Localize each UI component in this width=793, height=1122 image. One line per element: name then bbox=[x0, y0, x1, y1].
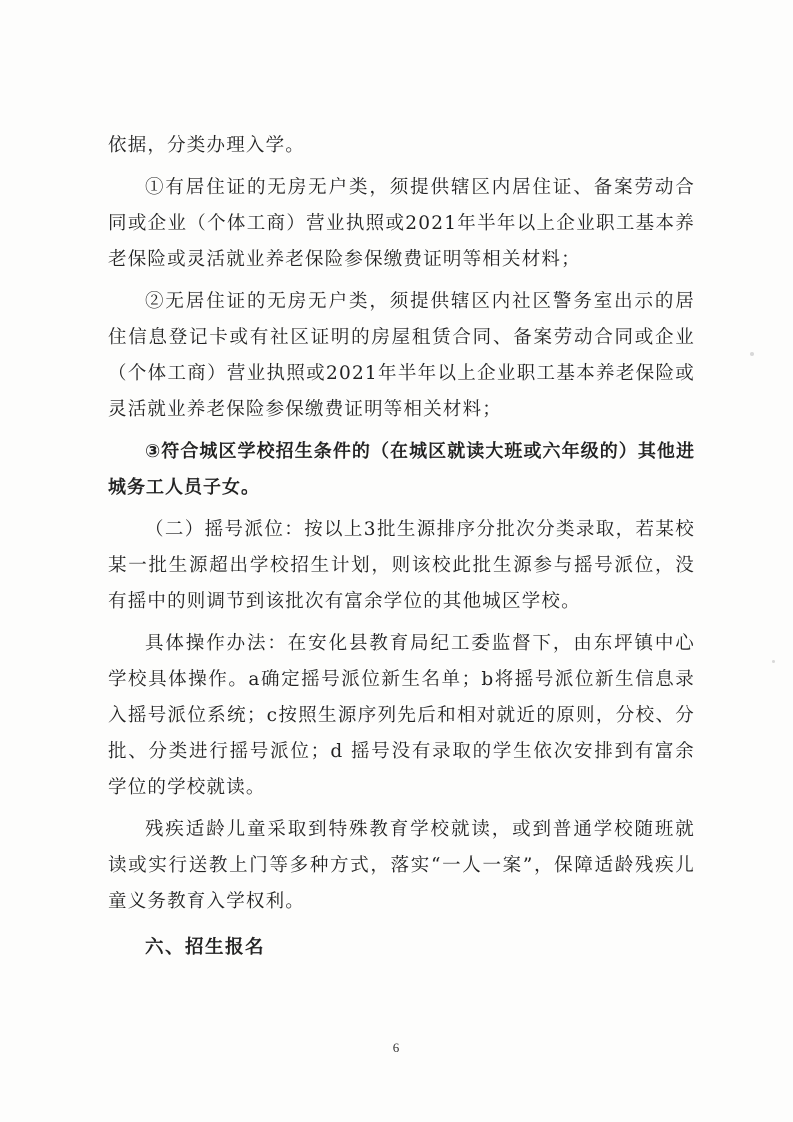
paragraph-with-residence-permit: ①有居住证的无房无户类，须提供辖区内居住证、备案劳动合同或企业（个体工商）营业执照或2021年半年以上企业职工基本养老保险或灵活就业养老保险参保缴费证明等相关材料； bbox=[108, 177, 695, 270]
document-body bbox=[108, 128, 695, 966]
paragraph-admission-basis: 依据，分类办理入学。 bbox=[108, 135, 306, 156]
paragraph-operation-method: 具体操作办法：在安化县教育局纪工委监督下，由东坪镇中心学校具体操作。a确定摇号派位新生名单；b将摇号派位新生信息录入摇号派位系统；c按照生源序列先后和相对就近的原则，分校、分批、分类进行摇号派位；d 摇号没有录取的学生依次安排到有富余学位的学校就读。 bbox=[108, 633, 695, 798]
page-number: 6 bbox=[392, 1040, 400, 1055]
paragraph-lottery-assignment: （二）摇号派位：按以上3批生源排序分批次分类录取，若某校某一批生源超出学校招生计划，则该校此批生源参与摇号派位，没有摇中的则调节到该批次有富余学位的其他城区学校。 bbox=[108, 519, 695, 612]
scan-speck bbox=[750, 352, 754, 356]
scan-speck bbox=[772, 660, 775, 663]
paragraph-without-residence-permit: ②无居住证的无房无户类，须提供辖区内社区警务室出示的居住信息登记卡或有社区证明的房屋租赁合同、备案劳动合同或企业（个体工商）营业执照或2021年半年以上企业职工基本养老保险或灵活就业养老保险参保缴费证明等相关材料； bbox=[108, 291, 695, 420]
paragraph-disabled-children: 残疾适龄儿童采取到特殊教育学校就读，或到普通学校随班就读或实行送教上门等多种方式，落实“一人一案”，保障适龄残疾儿童义务教育入学权利。 bbox=[108, 819, 695, 912]
paragraph-migrant-worker-children: ③符合城区学校招生条件的（在城区就读大班或六年级的）其他进城务工人员子女。 bbox=[108, 441, 695, 498]
section-heading-enrollment: 六、招生报名 bbox=[145, 937, 266, 958]
